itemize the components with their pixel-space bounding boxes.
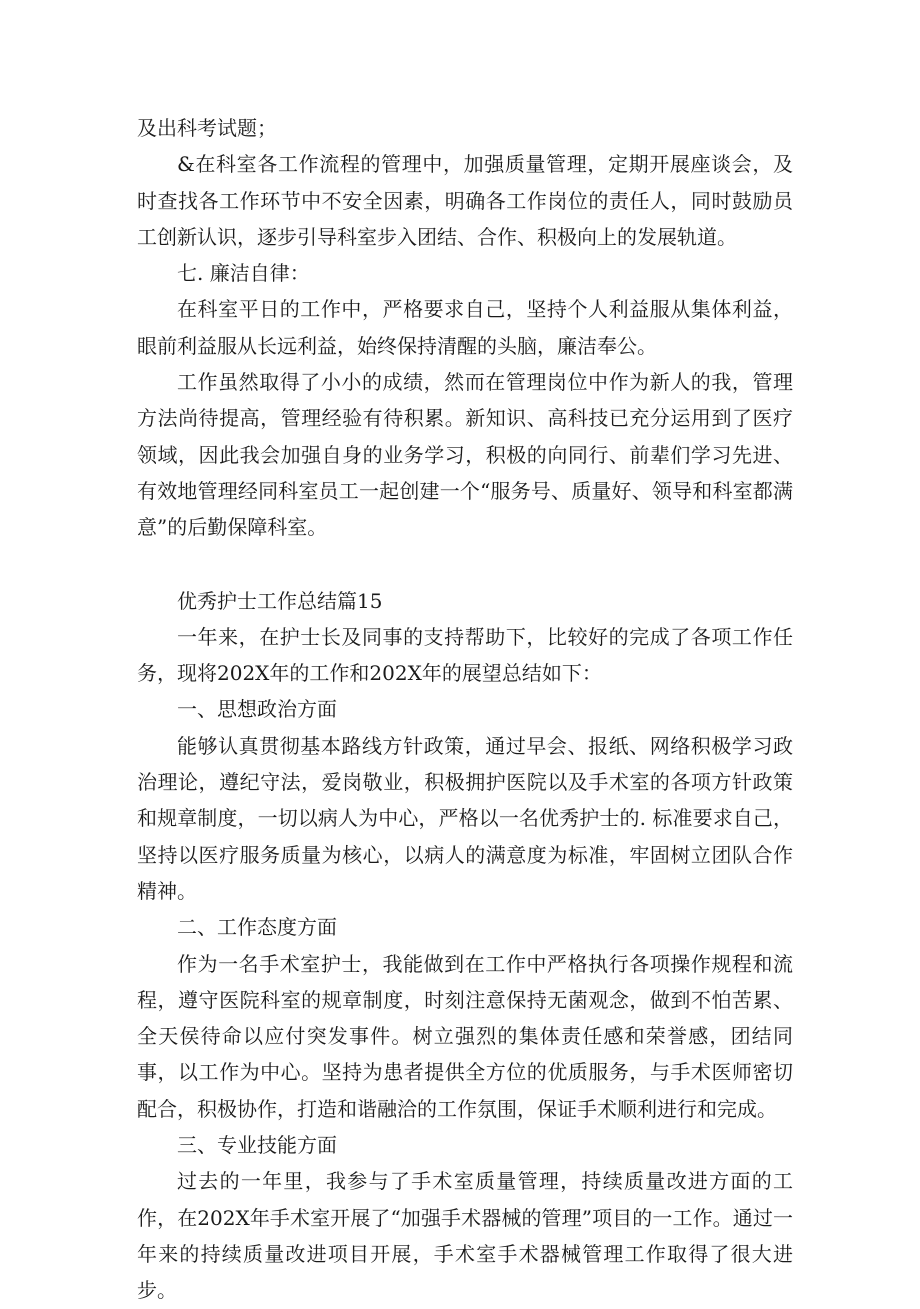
heading-political: 一、思想政治方面 [177,697,337,722]
heading-skills: 三、专业技能方面 [177,1133,337,1158]
document-page [137,110,793,1309]
heading-integrity: 七. 廉洁自律： [177,261,310,286]
paragraph-integrity: 在科室平日的工作中，严格要求自己，坚持个人利益服从集体利益，眼前利益服从长远利益，始终保持清醒的头脑，廉洁奉公。 [137,297,793,358]
paragraph-intro: 一年来，在护士长及同事的支持帮助下，比较好的完成了各项工作任务，现将202X年的工作和202X年的展望总结如下： [137,624,793,686]
heading-attitude: 二、工作态度方面 [177,915,337,940]
paragraph-conclusion: 工作虽然取得了小小的成绩，然而在管理岗位中作为新人的我，管理方法尚待提高，管理经验有待积累。新知识、高科技已充分运用到了医疗领域，因此我会加强自身的业务学习，积极的向同行、前辈们学习先进、有效地管理经同科室员工一起创建一个“服务号、质量好、领导和科室都满意”的后勤保障科室。 [137,370,793,540]
paragraph-political: 能够认真贯彻基本路线方针政策，通过早会、报纸、网络积极学习政治理论，遵纪守法，爱岗敬业，积极拥护医院以及手术室的各项方针政策和规章制度，一切以病人为中心，严格以一名优秀护士的. 标准要求自己，坚持以医疗服务质量为核心，以病人的满意度为标准，牢固树立团队合作精神。 [137,733,793,903]
section-gap [137,546,793,583]
paragraph-skills: 过去的一年里，我参与了手术室质量管理，持续质量改进方面的工作，在202X年手术室开展了“加强手术器械的管理”项目的一工作。通过一年来的持续质量改进项目开展，手术室手术器械管理工作取得了很大进步。 [137,1169,793,1303]
paragraph-quality-management: &在科室各工作流程的管理中，加强质量管理，定期开展座谈会，及时查找各工作环节中不安全因素，明确各工作岗位的责任人，同时鼓励员工创新认识，逐步引导科室步入团结、合作、积极向上的发展轨道。 [137,152,793,249]
section-title: 优秀护士工作总结篇15 [177,588,383,613]
paragraph-attitude: 作为一名手术室护士，我能做到在工作中严格执行各项操作规程和流程，遵守医院科室的规章制度，时刻注意保持无菌观念，做到不怕苦累、全天侯待命以应付突发事件。树立强烈的集体责任感和荣誉感，团结同事，以工作为中心。坚持为患者提供全方位的优质服务，与手术医师密切配合，积极协作，打造和谐融洽的工作氛围，保证手术顺利进行和完成。 [137,951,793,1121]
paragraph-exam-questions: 及出科考试题； [137,116,277,140]
